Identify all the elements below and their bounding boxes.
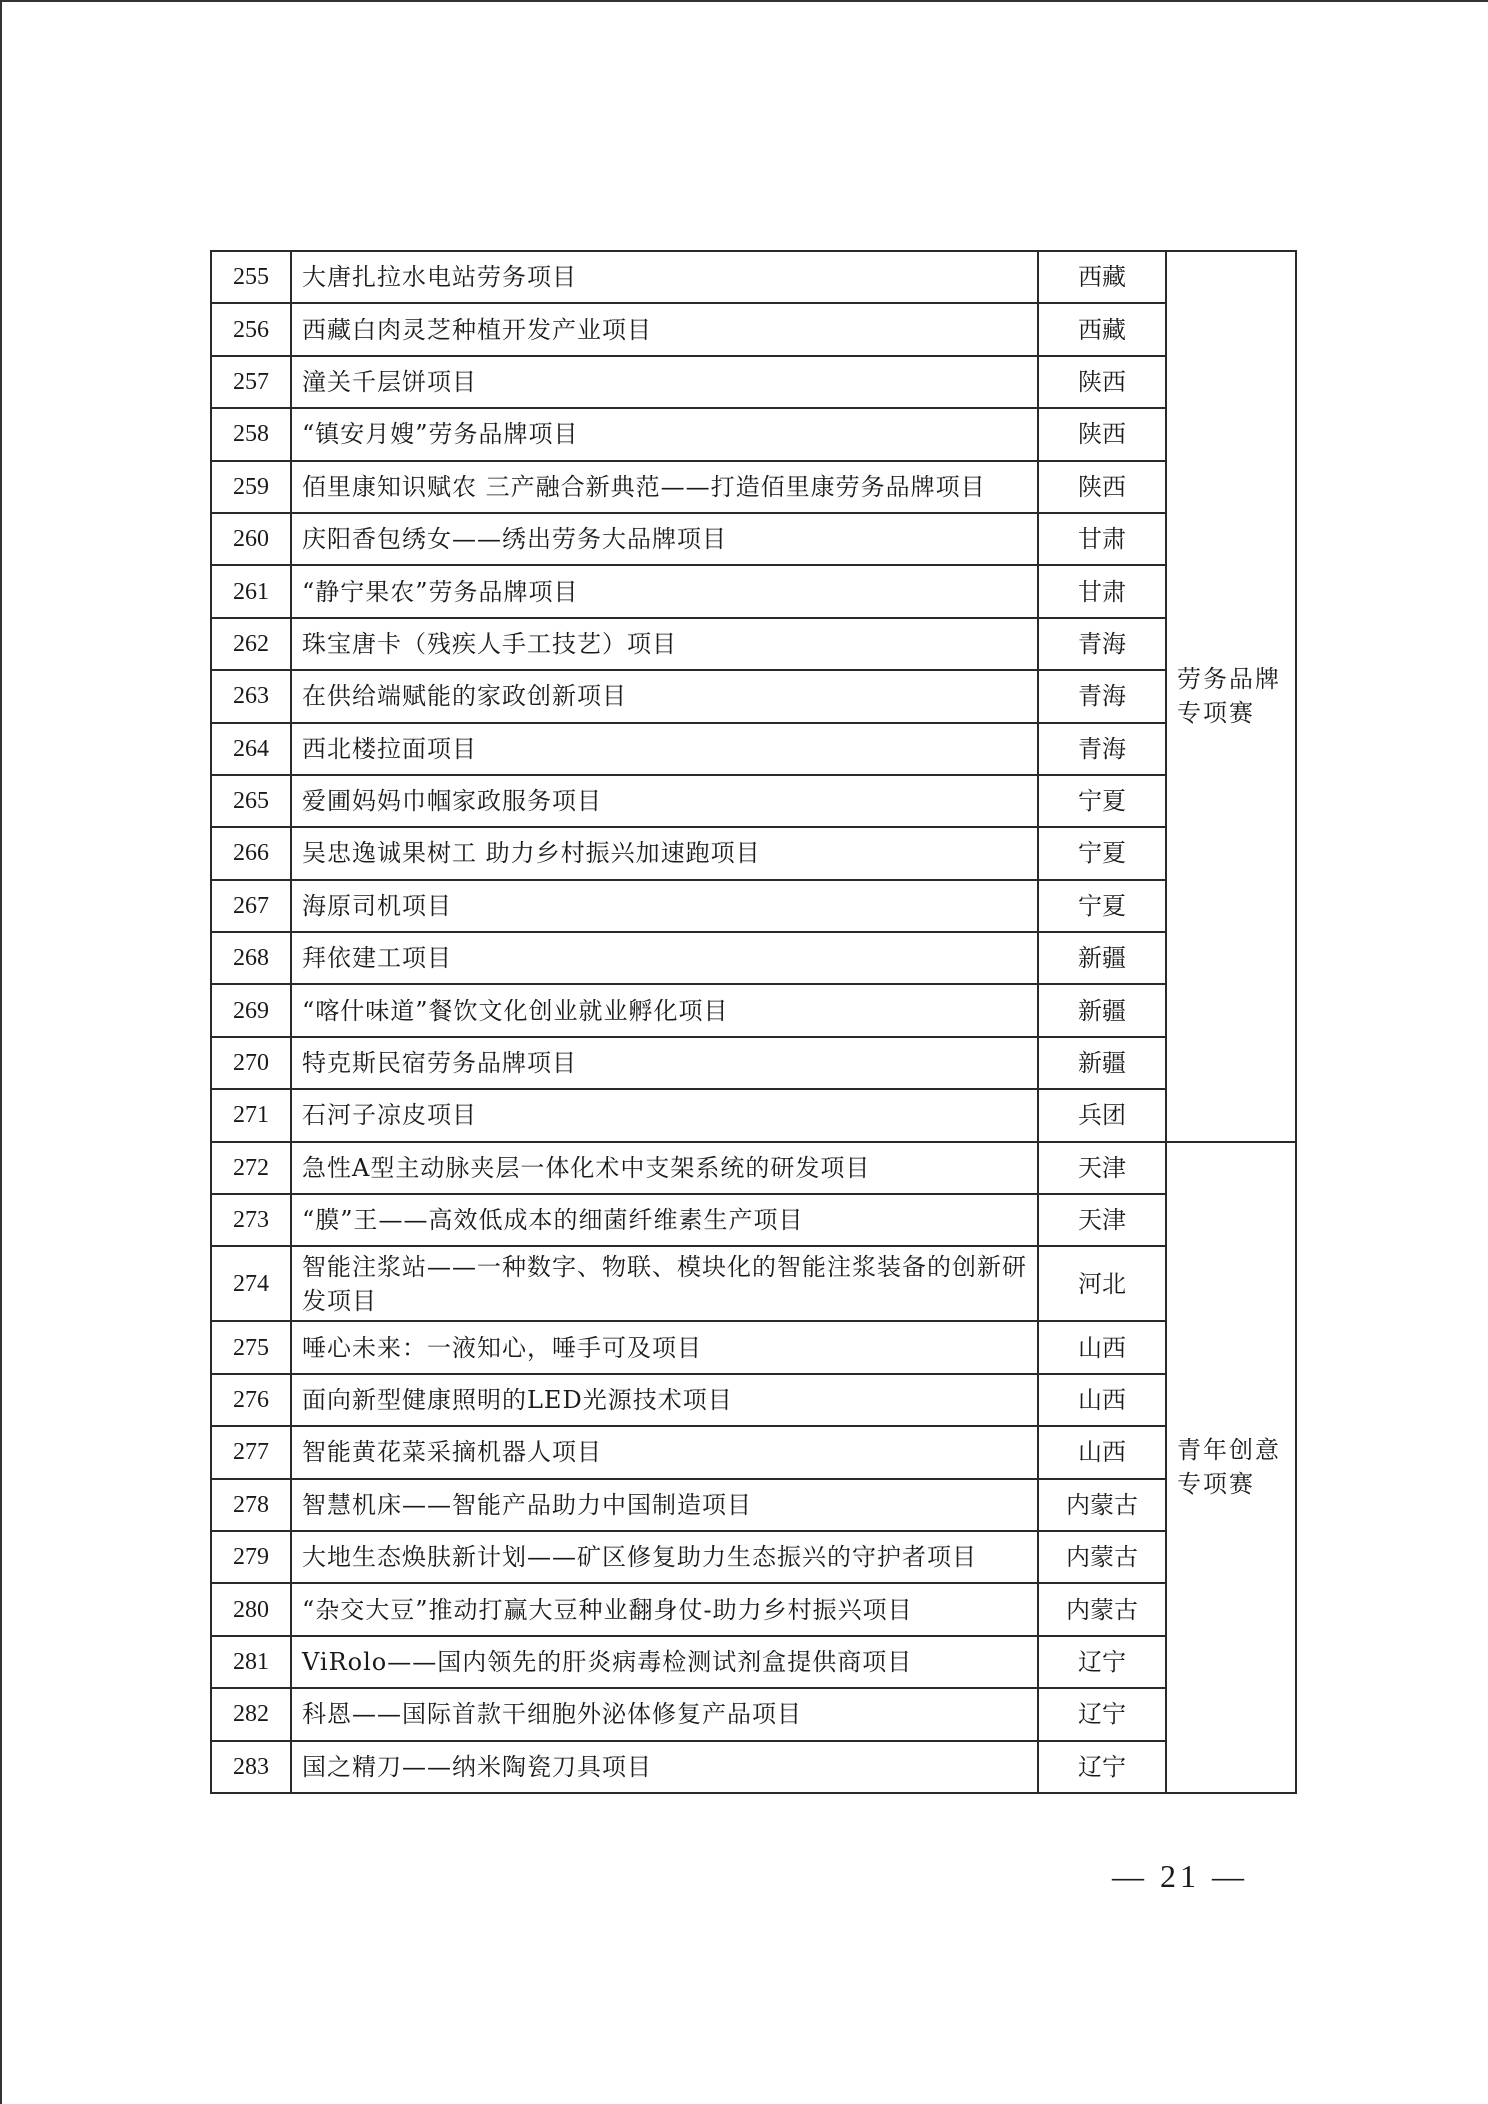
project-region: 辽宁 [1038, 1636, 1166, 1688]
project-region: 陕西 [1038, 356, 1166, 408]
row-number: 282 [211, 1688, 291, 1740]
project-name: 大地生态焕肤新计划——矿区修复助力生态振兴的守护者项目 [291, 1531, 1038, 1583]
page-number: — 21 — [1112, 1858, 1248, 1894]
project-list-table [210, 250, 1297, 1794]
row-number: 262 [211, 618, 291, 670]
project-region: 陕西 [1038, 461, 1166, 513]
project-list-body [211, 251, 1296, 1793]
row-number: 279 [211, 1531, 291, 1583]
table-row [211, 723, 1296, 775]
row-number: 267 [211, 880, 291, 932]
project-region: 辽宁 [1038, 1688, 1166, 1740]
project-name: 爱圃妈妈巾帼家政服务项目 [291, 775, 1038, 827]
table-row [211, 356, 1296, 408]
table-row [211, 1741, 1296, 1793]
table-row [211, 1037, 1296, 1089]
row-number: 276 [211, 1374, 291, 1426]
project-name: “膜”王——高效低成本的细菌纤维素生产项目 [291, 1194, 1038, 1246]
project-name: “镇安月嫂”劳务品牌项目 [291, 408, 1038, 460]
project-name: 智能注浆站——一种数字、物联、模块化的智能注浆装备的创新研发项目 [291, 1246, 1038, 1321]
row-number: 278 [211, 1479, 291, 1531]
project-region: 山西 [1038, 1321, 1166, 1373]
row-number: 270 [211, 1037, 291, 1089]
project-region: 内蒙古 [1038, 1479, 1166, 1531]
project-region: 西藏 [1038, 251, 1166, 303]
project-name: 西北楼拉面项目 [291, 723, 1038, 775]
table-row [211, 1374, 1296, 1426]
row-number: 264 [211, 723, 291, 775]
row-number: 260 [211, 513, 291, 565]
table-row [211, 618, 1296, 670]
table-row [211, 565, 1296, 617]
table-row [211, 1089, 1296, 1141]
project-region: 青海 [1038, 670, 1166, 722]
row-number: 273 [211, 1194, 291, 1246]
project-region: 内蒙古 [1038, 1583, 1166, 1635]
project-name: 拜依建工项目 [291, 932, 1038, 984]
project-region: 兵团 [1038, 1089, 1166, 1141]
table-row [211, 827, 1296, 879]
project-name: 国之精刀——纳米陶瓷刀具项目 [291, 1741, 1038, 1793]
row-number: 272 [211, 1142, 291, 1194]
project-region: 新疆 [1038, 984, 1166, 1036]
table-row [211, 775, 1296, 827]
project-name: 珠宝唐卡（残疾人手工技艺）项目 [291, 618, 1038, 670]
project-region: 甘肃 [1038, 513, 1166, 565]
project-name: 海原司机项目 [291, 880, 1038, 932]
table-row [211, 1688, 1296, 1740]
row-number: 274 [211, 1246, 291, 1321]
project-name: 特克斯民宿劳务品牌项目 [291, 1037, 1038, 1089]
row-number: 283 [211, 1741, 291, 1793]
project-name: “杂交大豆”推动打赢大豆种业翻身仗-助力乡村振兴项目 [291, 1583, 1038, 1635]
project-region: 天津 [1038, 1142, 1166, 1194]
project-region: 宁夏 [1038, 827, 1166, 879]
row-number: 269 [211, 984, 291, 1036]
project-region: 辽宁 [1038, 1741, 1166, 1793]
table-row [211, 1142, 1296, 1194]
project-region: 山西 [1038, 1374, 1166, 1426]
project-name: 佰里康知识赋农 三产融合新典范——打造佰里康劳务品牌项目 [291, 461, 1038, 513]
project-name: “喀什味道”餐饮文化创业就业孵化项目 [291, 984, 1038, 1036]
project-region: 宁夏 [1038, 880, 1166, 932]
row-number: 275 [211, 1321, 291, 1373]
row-number: 255 [211, 251, 291, 303]
table-row [211, 1194, 1296, 1246]
table-row [211, 408, 1296, 460]
row-number: 256 [211, 303, 291, 355]
table-row [211, 513, 1296, 565]
project-region: 西藏 [1038, 303, 1166, 355]
project-region: 青海 [1038, 618, 1166, 670]
project-name: ViRolo——国内领先的肝炎病毒检测试剂盒提供商项目 [291, 1636, 1038, 1688]
project-region: 天津 [1038, 1194, 1166, 1246]
competition-category: 青年创意专项赛 [1166, 1142, 1296, 1793]
project-region: 甘肃 [1038, 565, 1166, 617]
row-number: 258 [211, 408, 291, 460]
table-row [211, 1321, 1296, 1373]
row-number: 271 [211, 1089, 291, 1141]
table-row [211, 461, 1296, 513]
row-number: 280 [211, 1583, 291, 1635]
project-name: 大唐扎拉水电站劳务项目 [291, 251, 1038, 303]
row-number: 263 [211, 670, 291, 722]
project-region: 陕西 [1038, 408, 1166, 460]
table-row [211, 1583, 1296, 1635]
project-name: 智慧机床——智能产品助力中国制造项目 [291, 1479, 1038, 1531]
project-name: 科恩——国际首款干细胞外泌体修复产品项目 [291, 1688, 1038, 1740]
table-row [211, 251, 1296, 303]
row-number: 261 [211, 565, 291, 617]
project-name: 西藏白肉灵芝种植开发产业项目 [291, 303, 1038, 355]
table-row [211, 932, 1296, 984]
project-region: 内蒙古 [1038, 1531, 1166, 1583]
project-name: 吴忠逸诚果树工 助力乡村振兴加速跑项目 [291, 827, 1038, 879]
project-name: 庆阳香包绣女——绣出劳务大品牌项目 [291, 513, 1038, 565]
row-number: 268 [211, 932, 291, 984]
project-region: 河北 [1038, 1246, 1166, 1321]
project-name: 面向新型健康照明的LED光源技术项目 [291, 1374, 1038, 1426]
table-row [211, 984, 1296, 1036]
project-name: 急性A型主动脉夹层一体化术中支架系统的研发项目 [291, 1142, 1038, 1194]
project-name: 唾心未来：一液知心，唾手可及项目 [291, 1321, 1038, 1373]
table-row [211, 1479, 1296, 1531]
table-row [211, 1531, 1296, 1583]
row-number: 277 [211, 1426, 291, 1478]
table-row [211, 1426, 1296, 1478]
project-region: 新疆 [1038, 1037, 1166, 1089]
table-row [211, 303, 1296, 355]
project-name: 潼关千层饼项目 [291, 356, 1038, 408]
project-region: 宁夏 [1038, 775, 1166, 827]
project-region: 新疆 [1038, 932, 1166, 984]
project-region: 山西 [1038, 1426, 1166, 1478]
table-row [211, 1246, 1296, 1321]
row-number: 259 [211, 461, 291, 513]
table-row [211, 880, 1296, 932]
table-row [211, 670, 1296, 722]
project-name: 在供给端赋能的家政创新项目 [291, 670, 1038, 722]
row-number: 266 [211, 827, 291, 879]
project-region: 青海 [1038, 723, 1166, 775]
row-number: 281 [211, 1636, 291, 1688]
competition-category: 劳务品牌专项赛 [1166, 251, 1296, 1142]
project-name: 智能黄花菜采摘机器人项目 [291, 1426, 1038, 1478]
row-number: 265 [211, 775, 291, 827]
table-row [211, 1636, 1296, 1688]
project-name: 石河子凉皮项目 [291, 1089, 1038, 1141]
row-number: 257 [211, 356, 291, 408]
project-name: “静宁果农”劳务品牌项目 [291, 565, 1038, 617]
